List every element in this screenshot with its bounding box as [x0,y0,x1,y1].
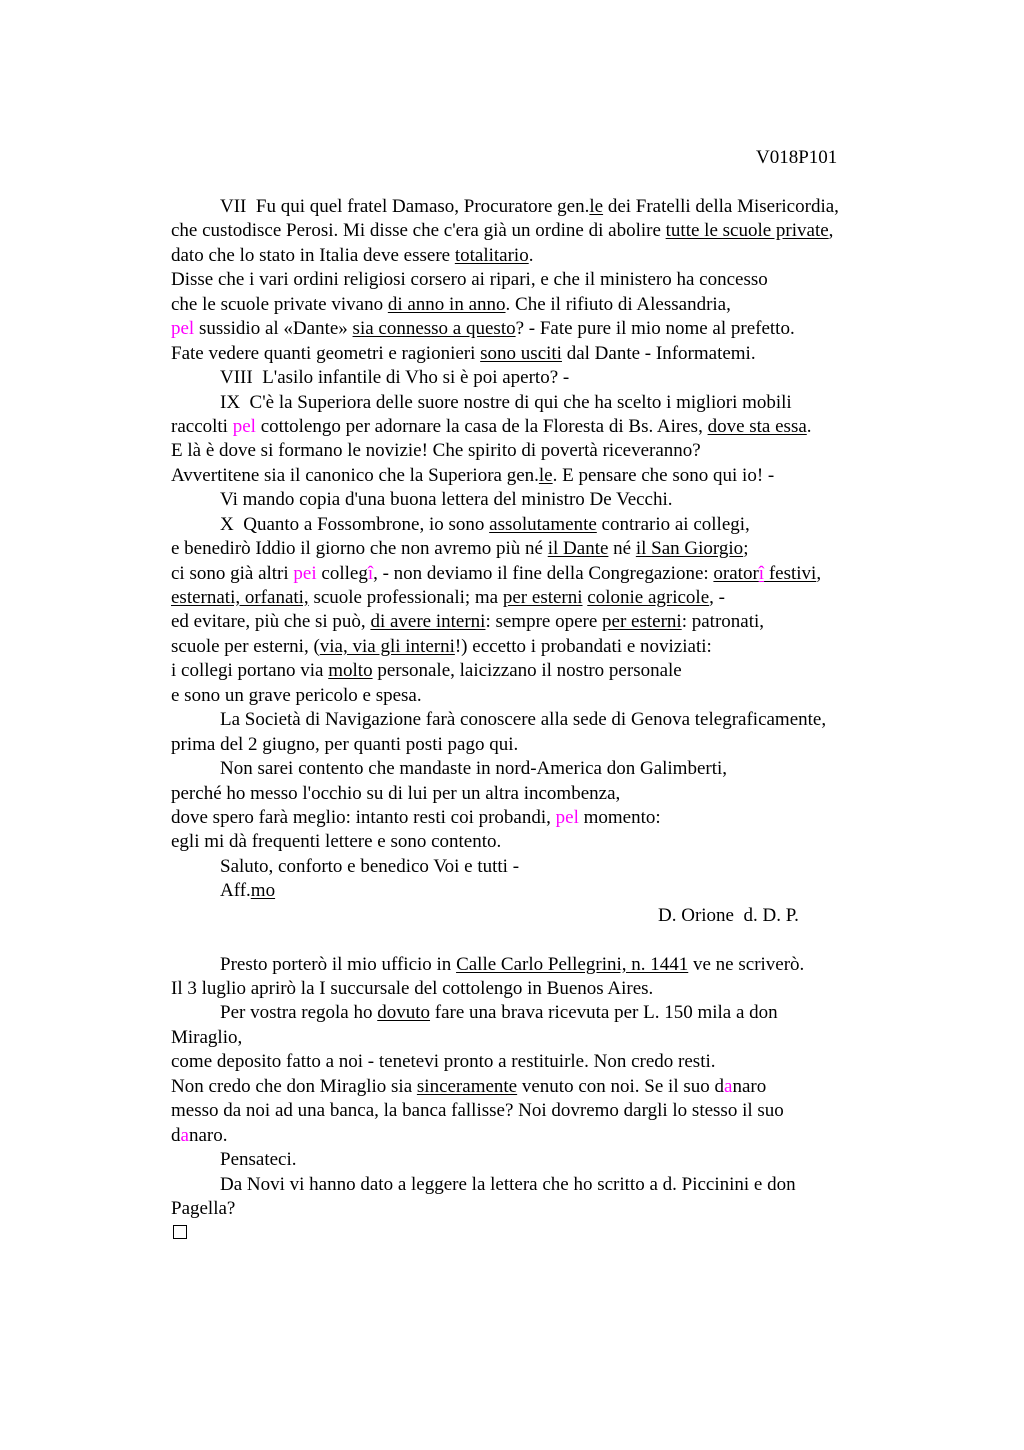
underlined-text: esternati, orfanati, [171,587,309,608]
underlined-text: le [538,464,553,486]
underlined-text: dovuto [377,1002,431,1024]
underlined-text: per esterni [502,587,583,608]
text-segment: che le scuole private vivano [171,293,388,315]
text-segment: Fate vedere quanti geometri e ragionieri [171,342,481,364]
text-line [171,928,911,952]
text-line [171,537,911,561]
text-segment: , - [709,587,725,608]
text-segment: scuole per esterni, ( [171,635,320,657]
text-line [171,195,911,219]
text-line [171,293,911,317]
underlined-text: assolutamente [489,513,597,535]
square-box-icon [173,1225,187,1239]
text-segment: naro. [188,1124,228,1146]
text-line [171,806,911,830]
text-line [171,1075,911,1099]
text-segment: : patronati, [681,611,765,633]
underlined-text: il Dante [547,538,609,560]
highlighted-text: a [724,1075,733,1097]
text-segment: d [171,1124,181,1146]
underlined-text: totalitario [454,244,529,266]
text-line [171,1124,911,1148]
underlined-text: sinceramente [416,1075,518,1097]
text-segment: momento: [578,806,661,828]
text-segment: egli mi dà frequenti lettere e sono contento. [171,831,502,853]
text-line [171,586,911,610]
text-segment: ; [743,538,749,560]
text-line [171,610,911,634]
text-segment: ? - Fate pure il mio nome al prefetto. [515,318,795,340]
text-segment: naro [732,1075,767,1097]
text-segment: IX C'è la Superiora delle suore nostre di qui che ha scelto i migliori mobili [220,391,792,413]
text-segment: ed evitare, più che si può, [171,611,371,633]
text-line [171,635,911,659]
text-segment: e sono un grave pericolo e spesa. [171,684,422,706]
text-segment: i collegi portano via [171,660,329,682]
highlighted-text: î [758,562,765,584]
text-segment: Presto porterò il mio ufficio in [220,953,457,975]
text-segment: . E pensare che sono qui io! - [552,464,775,486]
text-line [171,977,911,1001]
signature-line [171,904,911,928]
underlined-text: il San Giorgio [635,538,744,560]
end-mark-line [171,1221,911,1245]
text-line [171,684,911,708]
text-segment: contrario ai collegi, [596,513,750,535]
underlined-text: dove sta essa [707,415,807,437]
text-line [171,562,911,586]
text-line [171,757,911,781]
letter-body [171,195,911,1246]
text-segment: scuole professionali; ma [308,587,503,608]
text-segment: perché ho messo l'occhio su di lui per un altra incombenza, [171,782,621,804]
text-line [171,244,911,268]
text-line [171,219,911,243]
text-segment: colleg [316,562,368,584]
underlined-text: Calle Carlo Pellegrini, n. 1441 [456,953,689,975]
text-line [171,1099,911,1123]
text-segment: dal Dante - Informatemi. [561,342,756,364]
text-segment: !) eccetto i probandati e noviziati: [454,635,712,657]
underlined-text: per esterni [602,611,682,633]
text-line [171,268,911,292]
text-segment: ve ne scriverò. [688,953,805,975]
text-segment: che custodisce Perosi. Mi disse che c'era già un ordine di abolire [171,220,666,242]
text-segment: Vi mando copia d'una buona lettera del ministro De Vecchi. [220,489,673,511]
text-segment: E là è dove si formano le novizie! Che spirito di povertà riceveranno? [171,440,701,462]
text-segment: Pensateci. [220,1149,297,1171]
text-line [171,879,911,903]
text-segment: Aff. [220,880,251,902]
text-segment: : sempre opere [485,611,603,633]
text-line [171,1001,911,1025]
text-segment: cottolengo per adornare la casa de la Floresta di Bs. Aires, [255,415,708,437]
text-segment: Miraglio, [171,1026,243,1048]
underlined-text: colonie agricole [587,587,710,608]
text-line [171,317,911,341]
underlined-text: festivi [764,562,817,584]
text-line [171,464,911,488]
highlighted-text: pel [232,415,256,437]
text-line [171,1197,911,1221]
text-segment: , [816,562,822,584]
text-segment: Da Novi vi hanno dato a leggere la lettera che ho scritto a d. Piccinini e don [220,1173,796,1195]
text-line [171,708,911,732]
text-segment: La Società di Navigazione farà conoscere alla sede di Genova telegraficamente, [220,709,827,731]
underlined-text: le [589,196,604,217]
text-segment: Non sarei contento che mandaste in nord-America don Galimberti, [220,758,728,780]
underlined-text: molto [328,660,373,682]
text-segment: . [806,415,812,437]
text-segment: ci sono già altri [171,562,294,584]
text-line [171,391,911,415]
text-line [171,366,911,390]
text-segment: , - non deviamo il fine della Congregazione: [373,562,714,584]
text-segment: sussidio al «Dante» [194,318,353,340]
underlined-text: tutte le scuole private [665,220,829,242]
text-line [171,830,911,854]
text-line [171,342,911,366]
text-segment: prima del 2 giugno, per quanti posti pago qui. [171,733,519,755]
text-segment: VII Fu qui quel fratel Damaso, Procuratore gen. [220,196,590,217]
underlined-text: di anno in anno [387,293,506,315]
highlighted-text: pel [555,806,579,828]
underlined-text: sono usciti [480,342,562,364]
text-segment: dove spero farà meglio: intanto resti coi probandi, [171,806,556,828]
highlighted-text: a [180,1124,189,1146]
text-segment: X Quanto a Fossombrone, io sono [220,513,490,535]
text-line [171,1173,911,1197]
underlined-text: sia connesso a questo [352,318,516,340]
text-segment: Disse che i vari ordini religiosi corsero ai ripari, e che il ministero ha concesso [171,269,768,291]
text-segment: come deposito fatto a noi - tenetevi pronto a restituirle. Non credo resti. [171,1051,716,1073]
text-segment: né [608,538,636,560]
text-line [171,415,911,439]
underlined-text: mo [250,880,276,902]
underlined-text: orator [713,562,759,584]
text-line [171,1050,911,1074]
text-line [171,782,911,806]
page-code: V018P101 [756,147,838,168]
text-segment: VIII L'asilo infantile di Vho si è poi aperto? - [220,367,570,389]
text-line [171,659,911,683]
underlined-text: via, via gli interni [319,635,455,657]
text-line [171,1026,911,1050]
highlighted-text: î [367,562,374,584]
text-line [171,953,911,977]
text-line [171,513,911,537]
text-segment: fare una brava ricevuta per L. 150 mila a don [430,1002,778,1024]
text-segment: e benedirò Iddio il giorno che non avremo più né [171,538,548,560]
highlighted-text: pei [293,562,317,584]
text-segment: raccolti [171,415,233,437]
text-segment: . Che il rifiuto di Alessandria, [505,293,731,315]
underlined-text: di avere interni [370,611,486,633]
text-segment: personale, laicizzano il nostro personale [372,660,682,682]
text-segment: D. Orione d. D. P. [658,904,799,926]
highlighted-text: pel [171,318,195,340]
text-segment: dato che lo stato in Italia deve essere [171,244,455,266]
text-segment: Avvertitene sia il canonico che la Superiora gen. [171,464,539,486]
text-segment: dei Fratelli della Misericordia, [603,196,839,217]
text-line [171,488,911,512]
text-segment: Per vostra regola ho [220,1002,378,1024]
text-segment: , [828,220,834,242]
text-line [171,1148,911,1172]
text-segment: Pagella? [171,1197,236,1219]
text-segment: Il 3 luglio aprirò la I succursale del cottolengo in Buenos Aires. [171,978,654,999]
text-segment: venuto con noi. Se il suo d [517,1075,725,1097]
text-line [171,439,911,463]
text-segment: messo da noi ad una banca, la banca fallisse? Noi dovremo dargli lo stesso il suo [171,1100,784,1122]
text-segment: Saluto, conforto e benedico Voi e tutti - [220,855,520,877]
text-segment: . [528,244,534,266]
text-line [171,733,911,757]
text-segment: Non credo che don Miraglio sia [171,1075,417,1097]
text-line [171,855,911,879]
